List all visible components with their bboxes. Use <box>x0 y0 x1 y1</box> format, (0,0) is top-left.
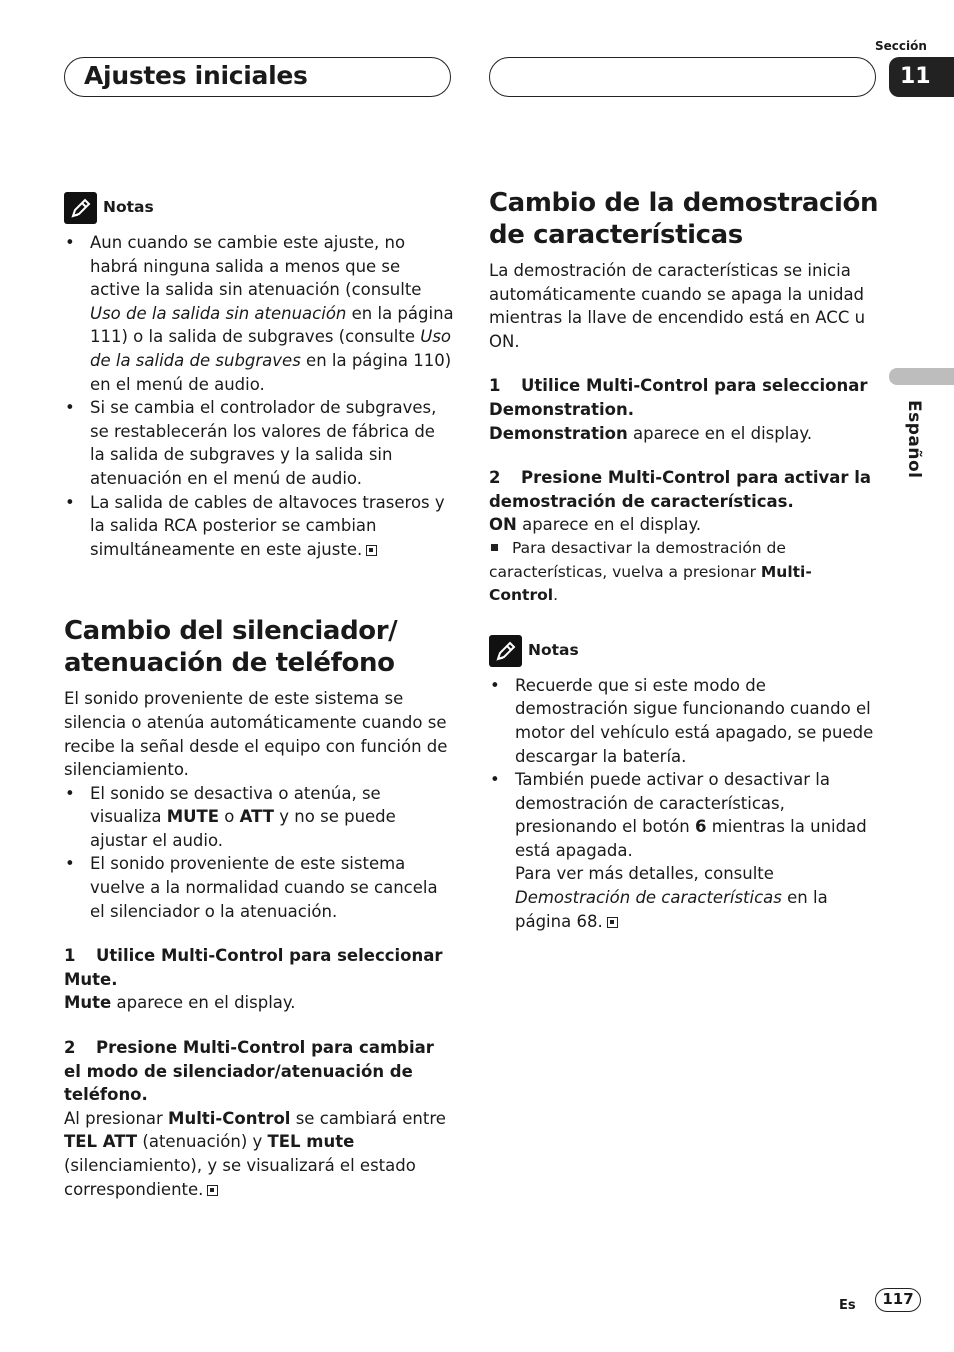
feature-list <box>64 782 454 924</box>
pencil-note-icon <box>489 635 522 667</box>
list-item: • Si se cambia el controlador de subgraves, se restablecerán los valores de fábrica de la salida de subgraves y la salida sin atenuación en el menú de audio. <box>64 396 454 490</box>
left-column <box>64 193 454 1201</box>
end-mark-icon <box>607 917 618 928</box>
section-heading: Cambio del silenciador/ atenuación de teléfono <box>64 616 398 679</box>
step-2-result: ON aparece en el display. <box>489 515 702 535</box>
notes-label: Notas <box>528 640 579 659</box>
square-bullet-icon <box>491 544 498 551</box>
step-1-result: Mute aparece en el display. <box>64 993 296 1013</box>
section-number: 11 <box>900 64 931 89</box>
step-2-title: 2 Presione Multi-Control para activar la demostración de características. <box>489 468 872 511</box>
step-1-result: Demonstration aparece en el display. <box>489 423 813 443</box>
end-mark-icon <box>366 545 377 556</box>
step-2-result: Al presionar Multi-Control se cambiará entre TEL ATT (atenuación) y TEL mute (silenciamiento), y se visualizará el estado correspondiente. <box>64 1108 446 1199</box>
section-heading: Cambio de la demostración de características <box>489 188 879 250</box>
list-item: • El sonido proveniente de este sistema vuelve a la normalidad cuando se cancela el silenciador o la atenuación. <box>64 852 454 923</box>
language-label: Español <box>904 400 924 479</box>
step-2-subnote: Para desactivar la demostración de características, vuelva a presionar Multi-Control. <box>489 538 812 605</box>
section-intro: La demostración de características se inicia automáticamente cuando se apaga la unidad mientras la llave de encendido está en ACC u ON. <box>489 261 866 351</box>
notes-list <box>64 231 454 561</box>
step-1-title: 1 Utilice Multi-Control para seleccionar Demonstration. <box>489 376 868 419</box>
notes-list <box>489 674 879 934</box>
page-number-badge <box>875 1288 921 1312</box>
notes-header <box>64 193 454 223</box>
section-label: Sección <box>875 39 927 53</box>
step-2-title: 2 Presione Multi-Control para cambiar el modo de silenciador/atenuación de teléfono. <box>64 1038 434 1105</box>
step-1-title: 1 Utilice Multi-Control para seleccionar Mute. <box>64 946 443 989</box>
chapter-title: Ajustes iniciales <box>84 61 308 90</box>
right-column <box>489 187 879 933</box>
language-code: Es <box>839 1298 856 1313</box>
section-intro: El sonido proveniente de este sistema se silencia o atenúa automáticamente cuando se recibe la señal desde el equipo con función de silenciamiento. <box>64 689 448 780</box>
header-blank-frame <box>489 57 876 97</box>
list-item: • El sonido se desactiva o atenúa, se visualiza MUTE o ATT y no se puede ajustar el audio. <box>64 782 454 853</box>
list-item: • Recuerde que si este modo de demostración sigue funcionando cuando el motor del vehículo está apagado, se puede descargar la batería. <box>489 674 879 768</box>
list-item: • La salida de cables de altavoces traseros y la salida RCA posterior se cambian simultáneamente en este ajuste. <box>64 491 454 562</box>
pencil-note-icon <box>64 192 97 224</box>
list-item: • Aun cuando se cambie este ajuste, no habrá ninguna salida a menos que se active la salida sin atenuación (consulte Uso de la salida sin atenuación en la página 111) o la salida de subgraves (consulte Uso de la salida de subgraves en la página 110) en el menú de audio. <box>64 231 454 396</box>
language-tab <box>889 368 954 385</box>
notes-label: Notas <box>103 198 154 217</box>
notes-header <box>489 636 879 666</box>
page-number: 117 <box>882 1290 914 1308</box>
section-number-badge <box>889 57 954 97</box>
list-item: • También puede activar o desactivar la demostración de características, presionando el botón 6 mientras la unidad está apagada. Para ver más detalles, consulte Demostración de características en la página 68. <box>489 768 879 933</box>
end-mark-icon <box>207 1185 218 1196</box>
